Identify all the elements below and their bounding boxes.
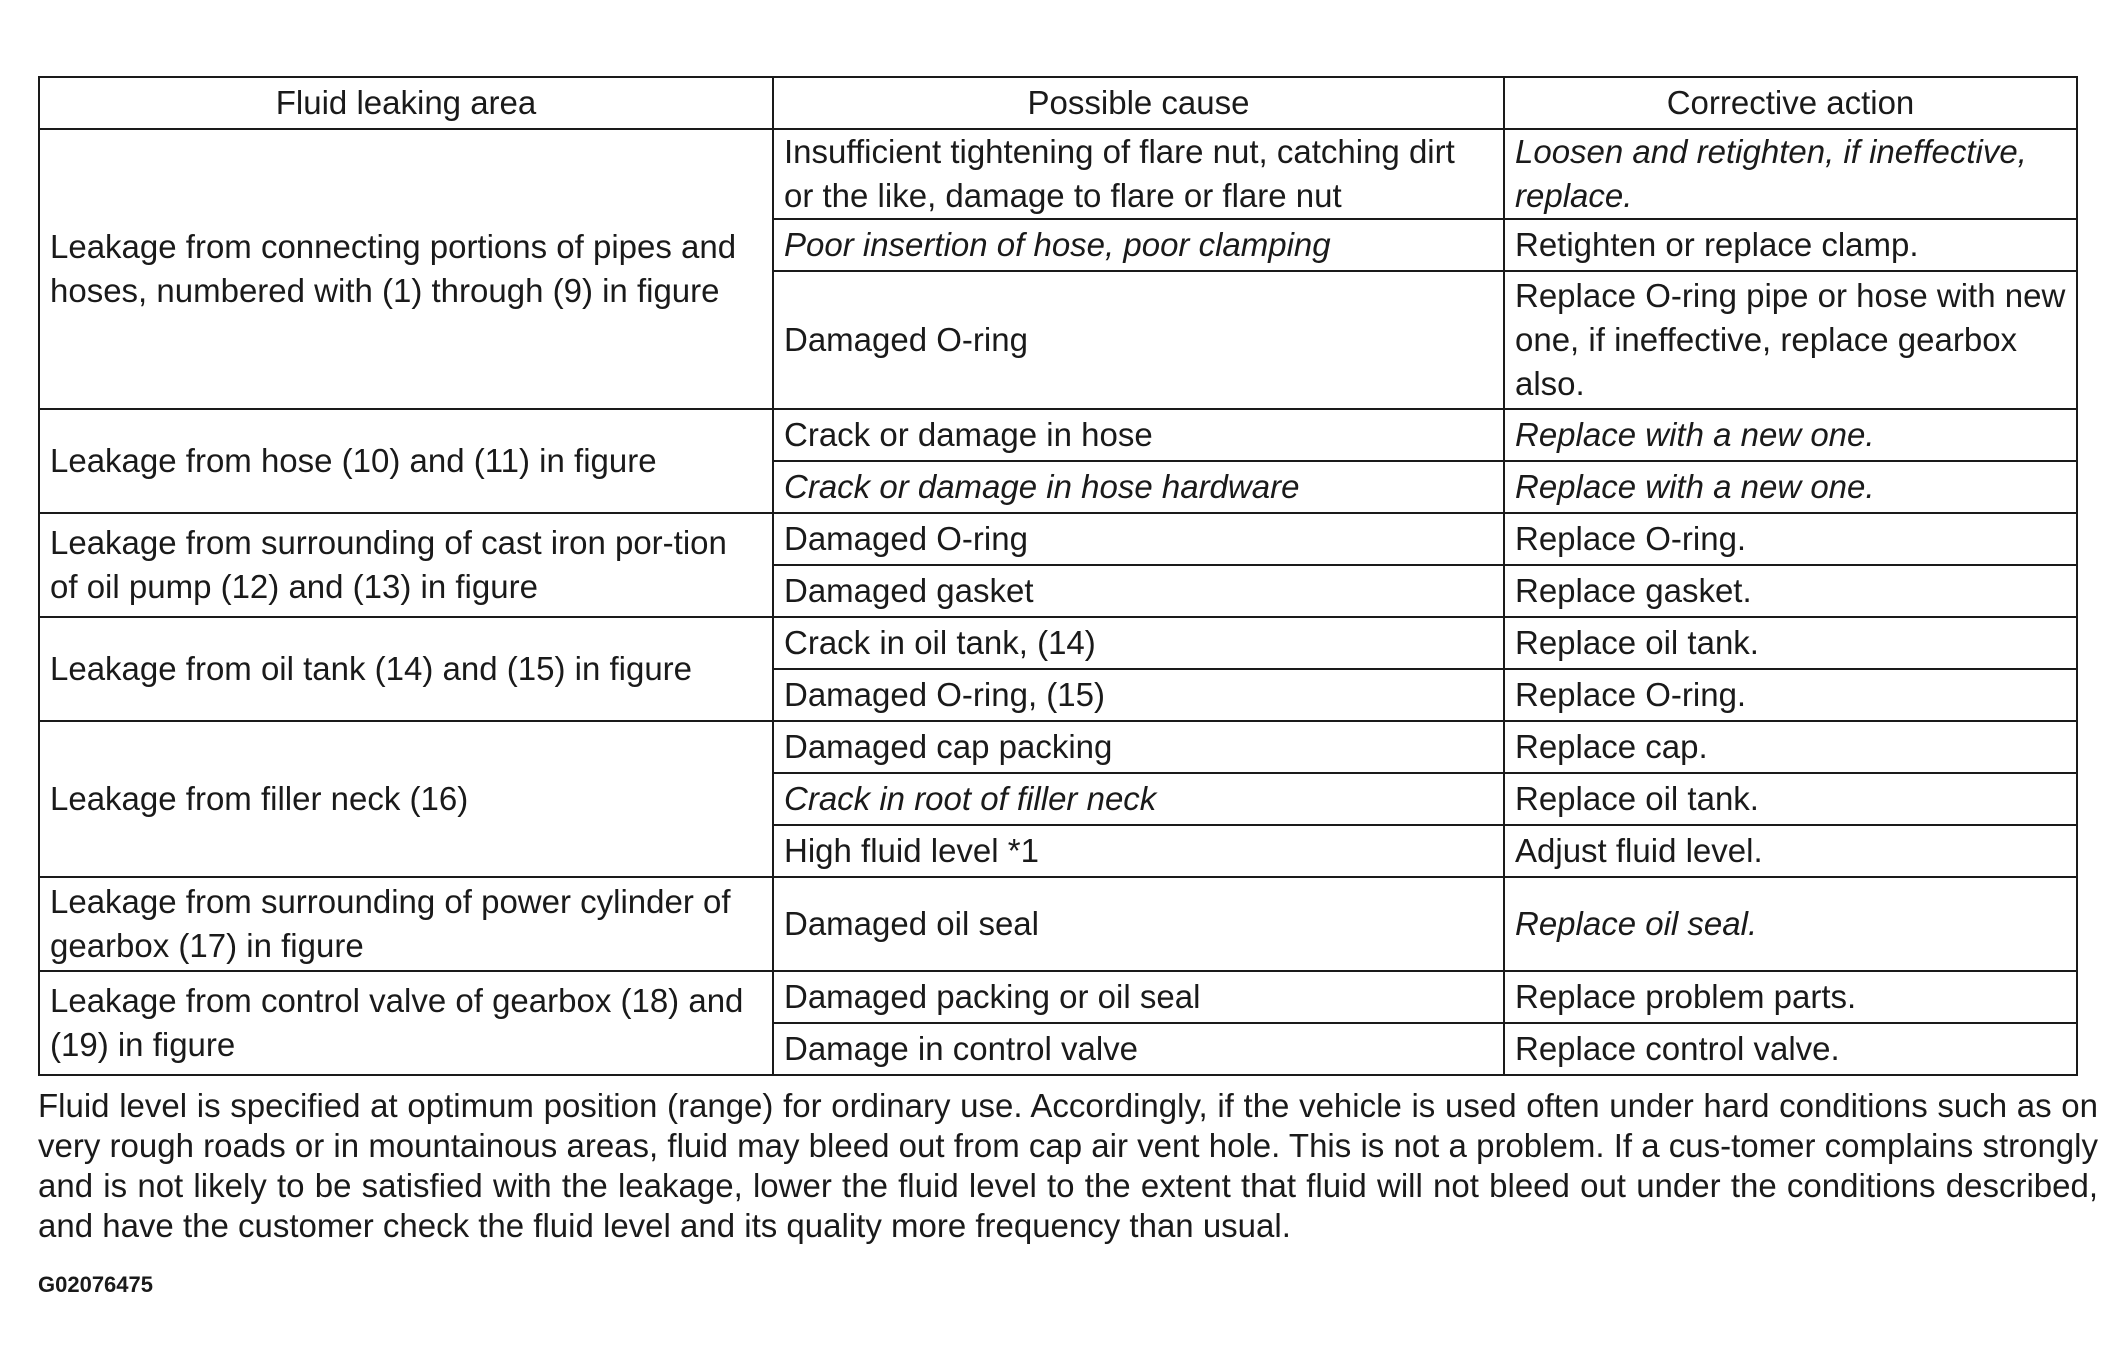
cause-cell: Damaged O-ring bbox=[773, 513, 1504, 565]
action-cell: Replace problem parts. bbox=[1504, 971, 2077, 1023]
table-row bbox=[39, 129, 2077, 219]
table-row bbox=[39, 513, 2077, 565]
footnote-text: Fluid level is specified at optimum position (range) for ordinary use. Accordingly, if the vehicle is used often under hard conditions such as on very rough roads or in mountainous areas, fluid may bleed out from cap air vent hole. This is not a problem. If a cus-tomer complains strongly and is not likely to be satisfied with the leakage, lower the fluid level to the extent that fluid will not bleed out under the conditions described, and have the customer check the fluid level and its quality more frequency than usual. bbox=[38, 1087, 2098, 1244]
reference-code: G02076475 bbox=[38, 1272, 153, 1297]
cause-cell: Damage in control valve bbox=[773, 1023, 1504, 1075]
cause-cell: Poor insertion of hose, poor clamping bbox=[773, 219, 1504, 271]
table-row bbox=[39, 971, 2077, 1023]
header-possible-cause: Possible cause bbox=[773, 77, 1504, 129]
table-header-row bbox=[39, 77, 2077, 129]
action-cell: Replace gasket. bbox=[1504, 565, 2077, 617]
action-cell: Replace oil seal. bbox=[1504, 877, 2077, 971]
action-cell: Loosen and retighten, if ineffective, replace. bbox=[1504, 129, 2077, 219]
leak-area-cell: Leakage from surrounding of power cylinder of gearbox (17) in figure bbox=[39, 877, 773, 971]
leak-area-cell: Leakage from control valve of gearbox (18) and (19) in figure bbox=[39, 971, 773, 1075]
leak-area-cell: Leakage from filler neck (16) bbox=[39, 721, 773, 877]
action-cell: Replace with a new one. bbox=[1504, 409, 2077, 461]
action-cell: Adjust fluid level. bbox=[1504, 825, 2077, 877]
action-cell: Retighten or replace clamp. bbox=[1504, 219, 2077, 271]
cause-cell: Damaged packing or oil seal bbox=[773, 971, 1504, 1023]
header-corrective-action: Corrective action bbox=[1504, 77, 2077, 129]
fluid-leak-table bbox=[38, 76, 2078, 1076]
table-row bbox=[39, 409, 2077, 461]
action-cell: Replace with a new one. bbox=[1504, 461, 2077, 513]
leak-area-cell: Leakage from connecting portions of pipes and hoses, numbered with (1) through (9) in figure bbox=[39, 129, 773, 409]
action-cell: Replace control valve. bbox=[1504, 1023, 2077, 1075]
table-row bbox=[39, 721, 2077, 773]
cause-cell: Damaged cap packing bbox=[773, 721, 1504, 773]
cause-cell: Crack in root of filler neck bbox=[773, 773, 1504, 825]
document bbox=[38, 76, 2098, 1298]
table-row bbox=[39, 617, 2077, 669]
leak-area-cell: Leakage from hose (10) and (11) in figure bbox=[39, 409, 773, 513]
cause-cell: Crack or damage in hose hardware bbox=[773, 461, 1504, 513]
header-fluid-leaking-area: Fluid leaking area bbox=[39, 77, 773, 129]
cause-cell: High fluid level *1 bbox=[773, 825, 1504, 877]
action-cell: Replace O-ring. bbox=[1504, 669, 2077, 721]
action-cell: Replace O-ring pipe or hose with new one, if ineffective, replace gearbox also. bbox=[1504, 271, 2077, 409]
leak-area-cell: Leakage from oil tank (14) and (15) in figure bbox=[39, 617, 773, 721]
cause-cell: Crack in oil tank, (14) bbox=[773, 617, 1504, 669]
cause-cell: Damaged O-ring bbox=[773, 271, 1504, 409]
action-cell: Replace oil tank. bbox=[1504, 617, 2077, 669]
cause-cell: Damaged oil seal bbox=[773, 877, 1504, 971]
action-cell: Replace oil tank. bbox=[1504, 773, 2077, 825]
leak-area-cell: Leakage from surrounding of cast iron por-tion of oil pump (12) and (13) in figure bbox=[39, 513, 773, 617]
cause-cell: Damaged gasket bbox=[773, 565, 1504, 617]
cause-cell: Insufficient tightening of flare nut, catching dirt or the like, damage to flare or flare nut bbox=[773, 129, 1504, 219]
cause-cell: Crack or damage in hose bbox=[773, 409, 1504, 461]
action-cell: Replace cap. bbox=[1504, 721, 2077, 773]
action-cell: Replace O-ring. bbox=[1504, 513, 2077, 565]
table-row bbox=[39, 877, 2077, 971]
cause-cell: Damaged O-ring, (15) bbox=[773, 669, 1504, 721]
